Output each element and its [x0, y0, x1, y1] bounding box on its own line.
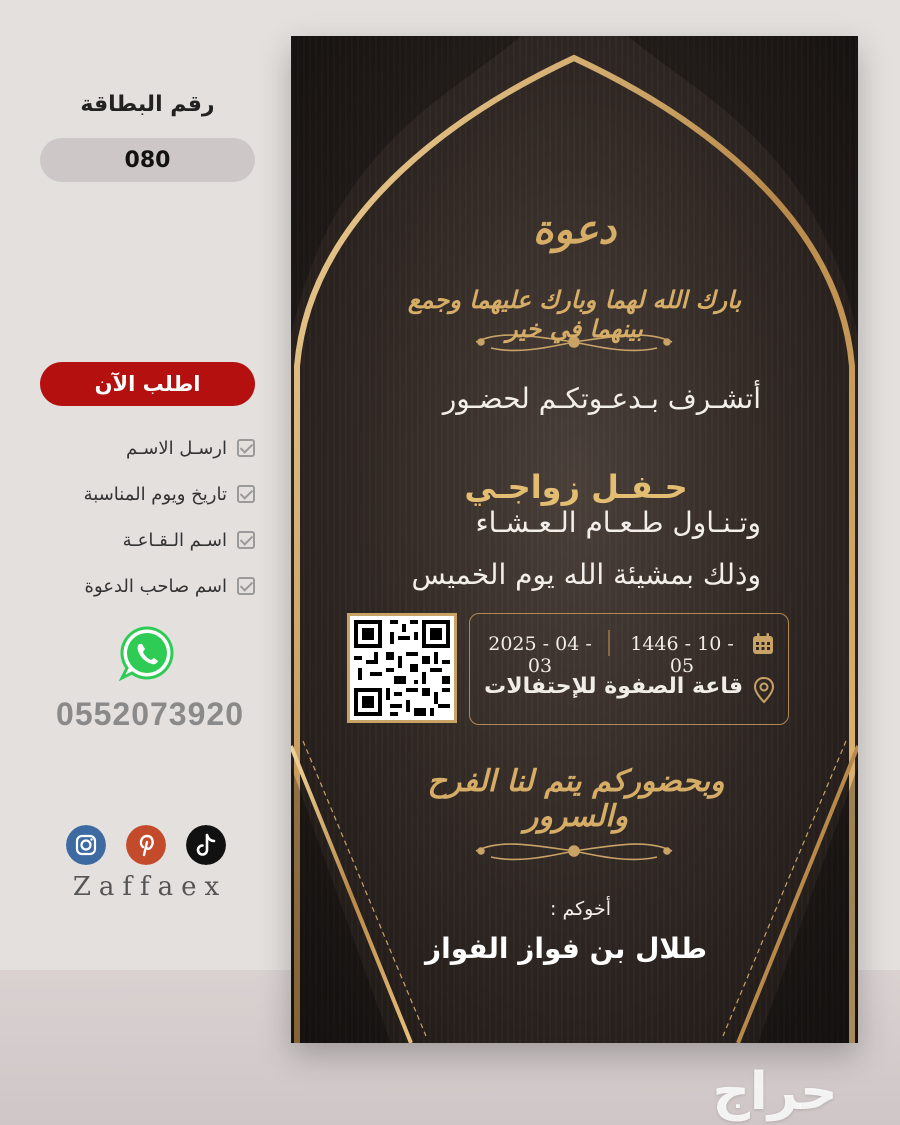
checkbox-icon — [237, 577, 255, 595]
gold-arch-frame — [291, 36, 858, 1043]
card-number-label: رقم البطاقة — [80, 92, 215, 117]
phone-number[interactable]: 0552073920 — [56, 696, 244, 732]
instagram-icon[interactable] — [66, 825, 106, 865]
host-name: طلال بن فواز الفواز — [424, 932, 708, 965]
tiktok-icon[interactable] — [186, 825, 226, 865]
requirement-text: تاريخ ويوم المناسبة — [83, 483, 227, 505]
invitation-line-2: وتـنـاول طـعـام الـعـشـاء — [475, 506, 761, 539]
card-number-badge: 080 — [40, 138, 255, 182]
date-gregorian: 2025 - 04 - 03 — [488, 633, 592, 677]
requirements-list — [40, 425, 255, 609]
order-now-button[interactable]: اطلب الآن — [40, 362, 255, 406]
date-hijri: 1446 - 10 - 05 — [630, 633, 734, 677]
checkbox-icon — [237, 439, 255, 457]
invitation-line-3: وذلك بمشيئة الله يوم الخميس — [411, 558, 761, 591]
list-item — [40, 471, 255, 517]
invitation-card — [291, 36, 858, 1043]
brand-name: Zaffaex — [72, 872, 228, 902]
list-item — [40, 563, 255, 609]
requirement-text: ارسـل الاسـم — [125, 437, 227, 459]
event-name: حـفـل زواجـي — [464, 468, 688, 506]
watermark-logo: حراج — [712, 1062, 838, 1122]
blessing-calligraphy: بارك الله لهما وبارك عليهما وجمع بينهما في خير — [407, 285, 742, 343]
pinterest-icon[interactable] — [126, 825, 166, 865]
closing-calligraphy: وبحضوركم يتم لنا الفرح والسرور — [427, 764, 725, 834]
checkbox-icon — [237, 485, 255, 503]
location-pin-icon — [753, 676, 775, 704]
invitation-line-1: أتشـرف بـدعـوتكـم لحضـور — [442, 382, 761, 415]
list-item — [40, 425, 255, 471]
checkbox-icon — [237, 531, 255, 549]
from-label: أخوكم : — [550, 898, 611, 920]
whatsapp-icon[interactable] — [118, 624, 176, 682]
venue-name: قاعة الصفوة للإحتفالات — [484, 674, 743, 699]
calendar-icon — [751, 632, 775, 656]
invitation-title: دعوة — [532, 206, 617, 253]
requirement-text: اسم صاحب الدعوة — [84, 575, 227, 597]
list-item — [40, 517, 255, 563]
requirement-text: اسـم الـقـاعـة — [122, 529, 227, 551]
qr-code[interactable] — [347, 613, 457, 723]
